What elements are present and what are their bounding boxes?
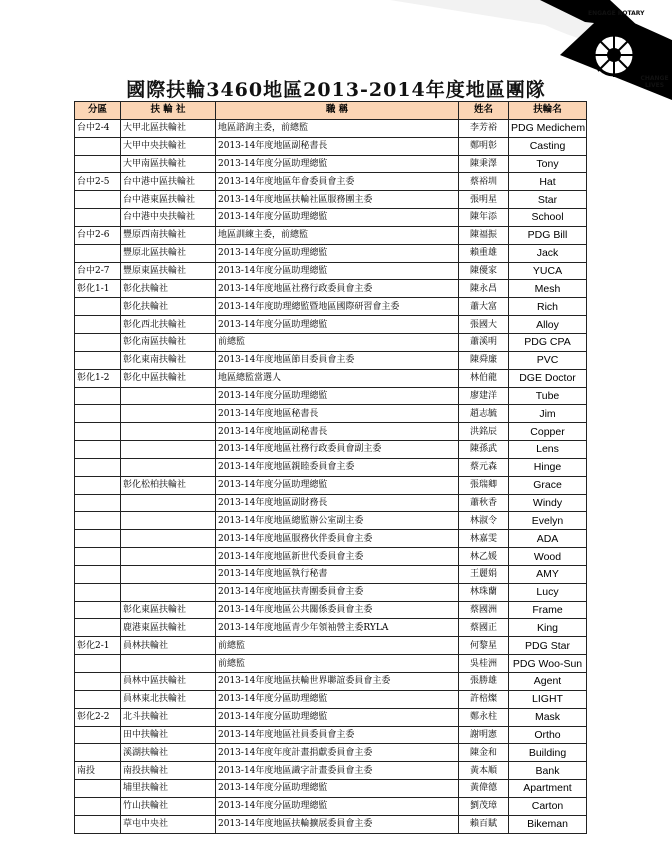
table-row [75,316,587,334]
rotary-name-cell: PDG Woo-Sun [509,655,587,673]
table-row [75,155,587,173]
zone-cell [75,441,121,459]
club-cell: 大甲南區扶輪社 [121,155,216,173]
zone-cell [75,530,121,548]
position-cell: 地區訓練主委，前總監 [216,226,459,244]
position-cell: 2013-14年度地區社員委員會主委 [216,726,459,744]
rotary-name-cell: Mesh [509,280,587,298]
rotary-name-cell: Hat [509,173,587,191]
rotary-name-cell: Frame [509,601,587,619]
name-cell: 劉茂璋 [459,797,509,815]
rotary-name-cell: AMY [509,565,587,583]
club-cell: 大甲中央扶輪社 [121,137,216,155]
rotary-name-cell: Building [509,744,587,762]
club-cell: 大甲北區扶輪社 [121,119,216,137]
zone-cell [75,690,121,708]
club-cell [121,530,216,548]
position-cell: 2013-14年度年度計畫捐獻委員會主委 [216,744,459,762]
name-cell: 鄭永柱 [459,708,509,726]
rotary-name-cell: Wood [509,548,587,566]
position-cell: 2013-14年度分區助理總監 [216,780,459,798]
position-cell: 2013-14年度地區扶輪擴展委員會主委 [216,815,459,833]
zone-cell [75,405,121,423]
rotary-name-cell: Grace [509,476,587,494]
rotary-name-cell: PDG CPA [509,333,587,351]
club-cell: 台中港東區扶輪社 [121,191,216,209]
name-cell: 李芳裕 [459,119,509,137]
rotary-name-cell: Tube [509,387,587,405]
name-cell: 陳孫武 [459,441,509,459]
rotary-name-cell: YUCA [509,262,587,280]
name-cell: 林淑令 [459,512,509,530]
table-header-row [75,102,587,120]
position-cell: 2013-14年度地區秘書長 [216,405,459,423]
table-row [75,815,587,833]
club-cell [121,458,216,476]
club-cell [121,494,216,512]
rotary-name-cell: King [509,619,587,637]
club-cell [121,441,216,459]
logo-bottom-text: CHANGE LIVES [640,75,669,89]
position-cell: 2013-14年度分區助理總監 [216,476,459,494]
position-cell: 2013-14年度地區年會委員會主委 [216,173,459,191]
name-cell: 趙志毓 [459,405,509,423]
zone-cell [75,209,121,227]
club-cell: 北斗扶輪社 [121,708,216,726]
rotary-name-cell: Bank [509,762,587,780]
name-cell: 廖建洋 [459,387,509,405]
rotary-name-cell: School [509,209,587,227]
table-row [75,512,587,530]
rotary-name-cell: PDG Bill [509,226,587,244]
rotary-name-cell: Alloy [509,316,587,334]
table-row [75,244,587,262]
name-cell: 蔡裕圳 [459,173,509,191]
zone-cell [75,744,121,762]
zone-cell [75,726,121,744]
rotary-name-cell: LIGHT [509,690,587,708]
name-cell: 林伯龍 [459,369,509,387]
name-cell: 陳永昌 [459,280,509,298]
position-cell: 2013-14年度分區助理總監 [216,690,459,708]
zone-cell: 台中2-5 [75,173,121,191]
table-row [75,387,587,405]
zone-cell [75,155,121,173]
table-row [75,209,587,227]
zone-cell [75,780,121,798]
zone-cell [75,387,121,405]
name-cell: 蕭秋香 [459,494,509,512]
rotary-name-cell: PVC [509,351,587,369]
club-cell [121,565,216,583]
table-row [75,458,587,476]
zone-cell [75,583,121,601]
rotary-name-cell: Copper [509,423,587,441]
zone-cell [75,619,121,637]
club-cell [121,548,216,566]
position-cell: 地區總監當選人 [216,369,459,387]
table-row [75,601,587,619]
rotary-name-cell: Casting [509,137,587,155]
position-cell: 前總監 [216,655,459,673]
club-cell: 溪湖扶輪社 [121,744,216,762]
club-cell: 彰化中區扶輪社 [121,369,216,387]
zone-cell [75,797,121,815]
club-cell: 彰化東區扶輪社 [121,601,216,619]
table-row [75,548,587,566]
name-cell: 黃本順 [459,762,509,780]
position-cell: 2013-14年度地區親睦委員會主委 [216,458,459,476]
table-row [75,351,587,369]
name-cell: 許棓燦 [459,690,509,708]
club-cell [121,405,216,423]
table-row [75,298,587,316]
table-row [75,405,587,423]
position-cell: 2013-14年度地區扶輪世界聯誼委員會主委 [216,673,459,691]
position-cell: 2013-14年度地區青少年領袖營主委RYLA [216,619,459,637]
header-zone: 分區 [75,102,121,120]
club-cell: 彰化東南扶輪社 [121,351,216,369]
rotary-name-cell: Jack [509,244,587,262]
position-cell: 2013-14年度分區助理總監 [216,262,459,280]
rotary-name-cell: PDG Medichem [509,119,587,137]
table-row [75,119,587,137]
table-row [75,369,587,387]
position-cell: 2013-14年度地區新世代委員會主委 [216,548,459,566]
zone-cell: 彰化1-1 [75,280,121,298]
name-cell: 王麗娟 [459,565,509,583]
table-row [75,780,587,798]
header-rotary-name: 扶輪名 [509,102,587,120]
zone-cell [75,191,121,209]
name-cell: 林珠蘭 [459,583,509,601]
name-cell: 何黎星 [459,637,509,655]
rotary-name-cell: Ortho [509,726,587,744]
zone-cell: 台中2-7 [75,262,121,280]
rotary-name-cell: ADA [509,530,587,548]
table-row [75,708,587,726]
name-cell: 陳福振 [459,226,509,244]
rotary-name-cell: DGE Doctor [509,369,587,387]
rotary-name-cell: PDG Star [509,637,587,655]
zone-cell [75,494,121,512]
club-cell: 田中扶輪社 [121,726,216,744]
position-cell: 2013-14年度分區助理總監 [216,155,459,173]
district-team-table [74,101,587,834]
table-row [75,619,587,637]
zone-cell [75,655,121,673]
position-cell: 2013-14年度分區助理總監 [216,708,459,726]
zone-cell [75,423,121,441]
club-cell [121,423,216,441]
club-cell: 豐原西南扶輪社 [121,226,216,244]
club-cell [121,655,216,673]
name-cell: 蔡國洲 [459,601,509,619]
rotary-name-cell: Jim [509,405,587,423]
name-cell: 張明星 [459,191,509,209]
zone-cell [75,565,121,583]
position-cell: 2013-14年度地區副秘書長 [216,423,459,441]
club-cell: 彰化扶輪社 [121,280,216,298]
position-cell: 2013-14年度分區助理總監 [216,209,459,227]
header-name: 姓名 [459,102,509,120]
table-row [75,262,587,280]
page-title: 國際扶輪3460地區2013-2014年度地區團隊 [126,79,546,101]
table-row [75,226,587,244]
zone-cell [75,601,121,619]
table-row [75,744,587,762]
rotary-name-cell: Tony [509,155,587,173]
club-cell: 員林中區扶輪社 [121,673,216,691]
zone-cell: 彰化1-2 [75,369,121,387]
name-cell: 蔡國正 [459,619,509,637]
zone-cell [75,512,121,530]
table-row [75,797,587,815]
zone-cell [75,137,121,155]
rotary-name-cell: Rich [509,298,587,316]
club-cell: 豐原東區扶輪社 [121,262,216,280]
table-row [75,565,587,583]
name-cell: 林乙媛 [459,548,509,566]
table-row [75,137,587,155]
table-row [75,333,587,351]
table-row [75,530,587,548]
position-cell: 2013-14年度分區助理總監 [216,797,459,815]
position-cell: 2013-14年度地區副財務長 [216,494,459,512]
rotary-name-cell: Hinge [509,458,587,476]
position-cell: 2013-14年度地區識字計畫委員會主委 [216,762,459,780]
zone-cell [75,333,121,351]
table-row [75,655,587,673]
name-cell: 張勝雄 [459,673,509,691]
club-cell: 草屯中央社 [121,815,216,833]
zone-cell: 台中2-6 [75,226,121,244]
zone-cell [75,673,121,691]
zone-cell: 台中2-4 [75,119,121,137]
club-cell: 彰化西北扶輪社 [121,316,216,334]
position-cell: 地區諮詢主委，前總監 [216,119,459,137]
table-row [75,494,587,512]
position-cell: 2013-14年度地區社務行政委員會主委 [216,280,459,298]
name-cell: 林嘉雯 [459,530,509,548]
club-cell: 員林東北扶輪社 [121,690,216,708]
zone-cell [75,298,121,316]
table-row [75,690,587,708]
club-cell: 員林扶輪社 [121,637,216,655]
position-cell: 2013-14年度地區副秘書長 [216,137,459,155]
position-cell: 2013-14年度地區節目委員會主委 [216,351,459,369]
zone-cell [75,316,121,334]
name-cell: 黃偉德 [459,780,509,798]
club-cell: 彰化南區扶輪社 [121,333,216,351]
club-cell: 鹿港東區扶輪社 [121,619,216,637]
name-cell: 蔡元森 [459,458,509,476]
rotary-name-cell: Carton [509,797,587,815]
name-cell: 吳桂洲 [459,655,509,673]
position-cell: 2013-14年度地區公共關係委員會主委 [216,601,459,619]
rotary-name-cell: Mask [509,708,587,726]
name-cell: 張國大 [459,316,509,334]
position-cell: 2013-14年度分區助理總監 [216,316,459,334]
club-cell: 竹山扶輪社 [121,797,216,815]
name-cell: 洪銘辰 [459,423,509,441]
zone-cell [75,476,121,494]
table-row [75,583,587,601]
table-row [75,191,587,209]
zone-cell [75,458,121,476]
zone-cell [75,244,121,262]
rotary-name-cell: Lucy [509,583,587,601]
zone-cell: 彰化2-2 [75,708,121,726]
rotary-name-cell: Windy [509,494,587,512]
position-cell: 前總監 [216,637,459,655]
position-cell: 2013-14年度地區總監辦公室副主委 [216,512,459,530]
zone-cell [75,548,121,566]
header-position: 職 稱 [216,102,459,120]
table-row [75,173,587,191]
rotary-name-cell: Lens [509,441,587,459]
name-cell: 陳金和 [459,744,509,762]
table-row [75,762,587,780]
club-cell [121,583,216,601]
position-cell: 2013-14年度分區助理總監 [216,244,459,262]
rotary-name-cell: Evelyn [509,512,587,530]
name-cell: 陳優家 [459,262,509,280]
position-cell: 2013-14年度地區扶輪社區服務團主委 [216,191,459,209]
club-cell: 南投扶輪社 [121,762,216,780]
logo-top-text: ENGAGE ROTARY [588,10,645,17]
table-row [75,476,587,494]
name-cell: 陳舜廉 [459,351,509,369]
position-cell: 2013-14年度分區助理總監 [216,387,459,405]
club-cell: 台中港中區扶輪社 [121,173,216,191]
position-cell: 2013-14年度地區扶青團委員會主委 [216,583,459,601]
club-cell: 豐原北區扶輪社 [121,244,216,262]
table-row [75,423,587,441]
name-cell: 蕭溪明 [459,333,509,351]
rotary-name-cell: Star [509,191,587,209]
zone-cell: 南投 [75,762,121,780]
name-cell: 張瑞卿 [459,476,509,494]
rotary-name-cell: Apartment [509,780,587,798]
club-cell: 埔里扶輪社 [121,780,216,798]
club-cell: 台中港中央扶輪社 [121,209,216,227]
rotary-name-cell: Bikeman [509,815,587,833]
table-row [75,280,587,298]
position-cell: 2013-14年度地區執行秘書 [216,565,459,583]
name-cell: 謝明憲 [459,726,509,744]
table-row [75,673,587,691]
name-cell: 陳秉澤 [459,155,509,173]
club-cell [121,512,216,530]
position-cell: 前總監 [216,333,459,351]
zone-cell [75,815,121,833]
zone-cell: 彰化2-1 [75,637,121,655]
header-club: 扶 輪 社 [121,102,216,120]
club-cell: 彰化松柏扶輪社 [121,476,216,494]
table-row [75,637,587,655]
zone-cell [75,351,121,369]
name-cell: 蕭大富 [459,298,509,316]
name-cell: 賴重雄 [459,244,509,262]
club-cell: 彰化扶輪社 [121,298,216,316]
position-cell: 2013-14年度助理總監暨地區國際研習會主委 [216,298,459,316]
position-cell: 2013-14年度地區服務伙伴委員會主委 [216,530,459,548]
club-cell [121,387,216,405]
table-row [75,726,587,744]
name-cell: 陳年添 [459,209,509,227]
rotary-name-cell: Agent [509,673,587,691]
name-cell: 賴百賦 [459,815,509,833]
name-cell: 鄭明彰 [459,137,509,155]
position-cell: 2013-14年度地區社務行政委員會副主委 [216,441,459,459]
table-row [75,441,587,459]
